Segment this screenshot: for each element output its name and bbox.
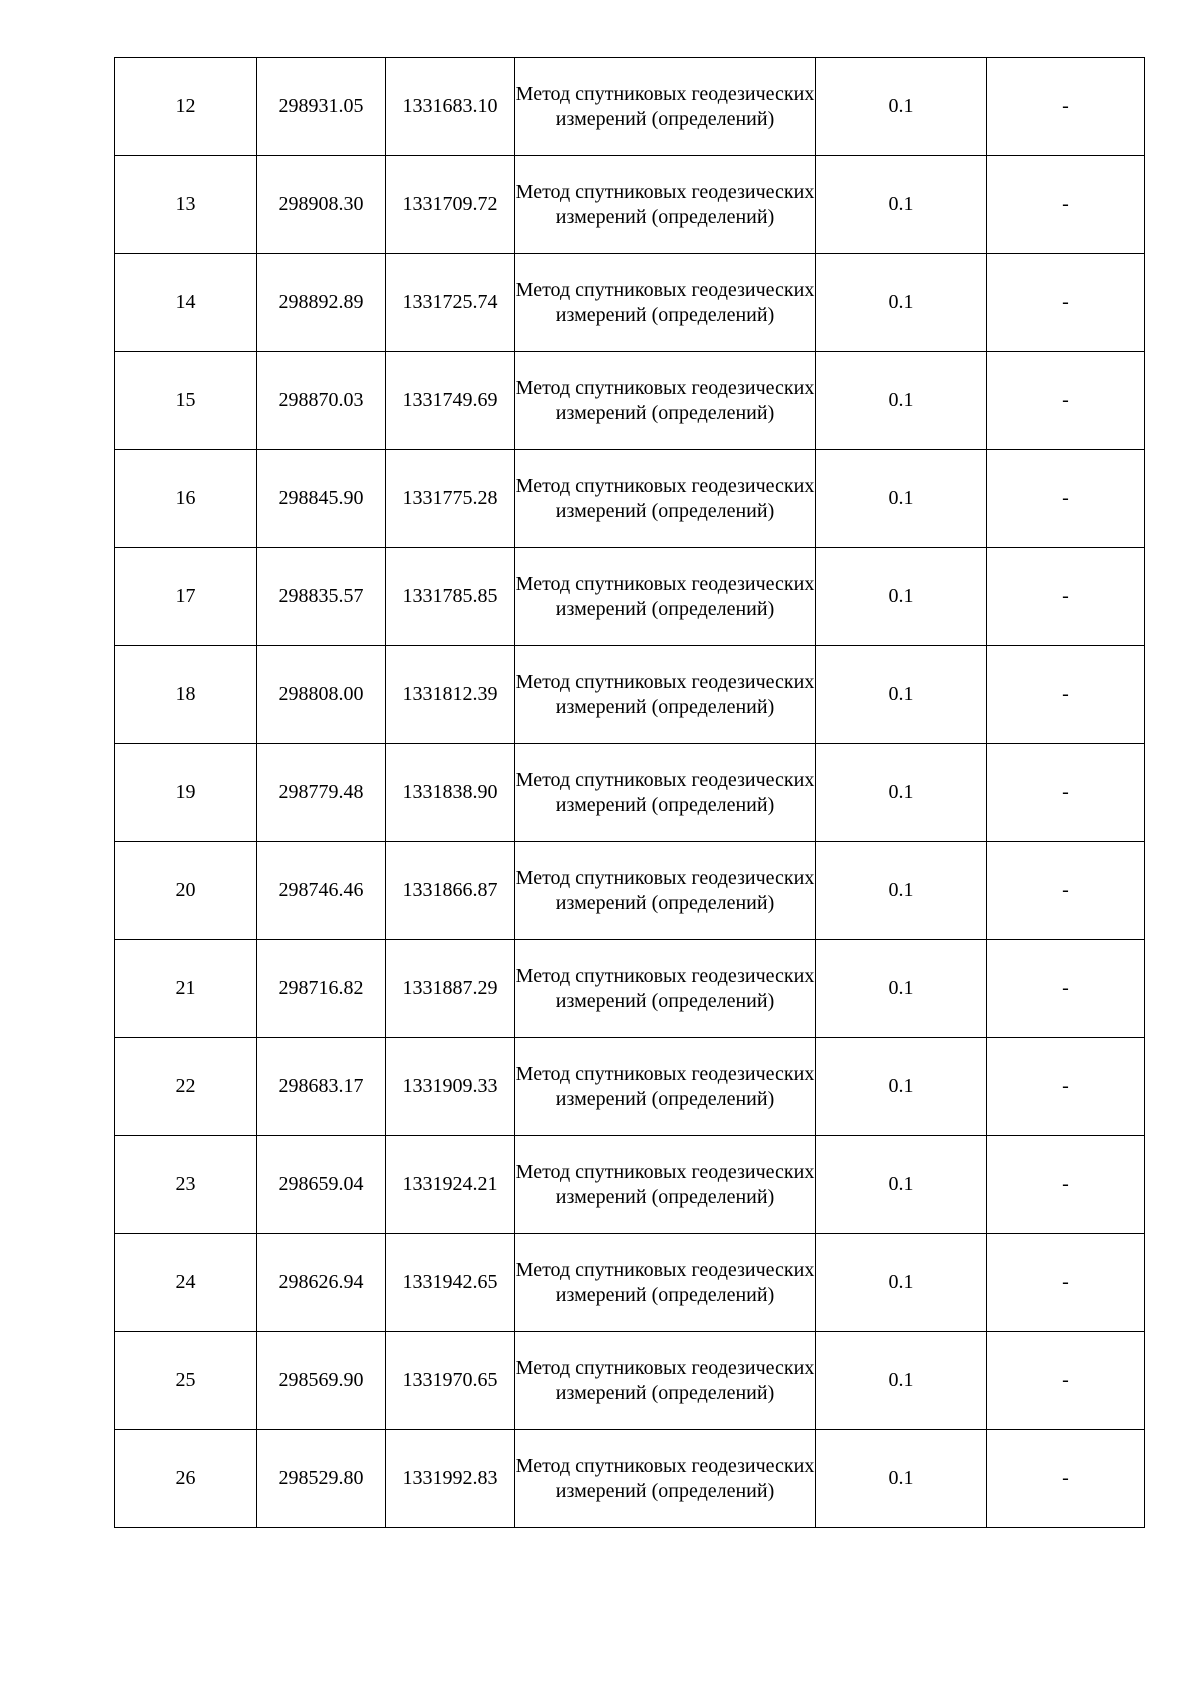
y-coordinate-cell: 1331970.65 bbox=[386, 1332, 515, 1430]
y-coordinate-cell: 1331725.74 bbox=[386, 254, 515, 352]
accuracy-cell: 0.1 bbox=[816, 1332, 987, 1430]
method-cell: Метод спутниковых геодезических измерений (определений) bbox=[515, 58, 816, 156]
y-coordinate-cell: 1331812.39 bbox=[386, 646, 515, 744]
method-cell: Метод спутниковых геодезических измерений (определений) bbox=[515, 254, 816, 352]
description-cell: - bbox=[987, 1430, 1145, 1528]
description-cell: - bbox=[987, 352, 1145, 450]
point-number-cell: 13 bbox=[115, 156, 257, 254]
x-coordinate-cell: 298892.89 bbox=[257, 254, 386, 352]
point-number-cell: 18 bbox=[115, 646, 257, 744]
x-coordinate-cell: 298808.00 bbox=[257, 646, 386, 744]
method-cell: Метод спутниковых геодезических измерений (определений) bbox=[515, 1332, 816, 1430]
table-row bbox=[115, 646, 1145, 744]
point-number-cell: 21 bbox=[115, 940, 257, 1038]
method-cell: Метод спутниковых геодезических измерений (определений) bbox=[515, 450, 816, 548]
table-row bbox=[115, 1430, 1145, 1528]
x-coordinate-cell: 298716.82 bbox=[257, 940, 386, 1038]
x-coordinate-cell: 298569.90 bbox=[257, 1332, 386, 1430]
point-number-cell: 15 bbox=[115, 352, 257, 450]
table-row bbox=[115, 1136, 1145, 1234]
method-cell: Метод спутниковых геодезических измерений (определений) bbox=[515, 940, 816, 1038]
accuracy-cell: 0.1 bbox=[816, 646, 987, 744]
table-row bbox=[115, 1038, 1145, 1136]
x-coordinate-cell: 298908.30 bbox=[257, 156, 386, 254]
x-coordinate-cell: 298626.94 bbox=[257, 1234, 386, 1332]
description-cell: - bbox=[987, 548, 1145, 646]
description-cell: - bbox=[987, 450, 1145, 548]
point-number-cell: 23 bbox=[115, 1136, 257, 1234]
method-cell: Метод спутниковых геодезических измерений (определений) bbox=[515, 1234, 816, 1332]
y-coordinate-cell: 1331775.28 bbox=[386, 450, 515, 548]
coordinates-table bbox=[114, 57, 1145, 1528]
y-coordinate-cell: 1331942.65 bbox=[386, 1234, 515, 1332]
table-row bbox=[115, 744, 1145, 842]
description-cell: - bbox=[987, 940, 1145, 1038]
description-cell: - bbox=[987, 744, 1145, 842]
description-cell: - bbox=[987, 1332, 1145, 1430]
description-cell: - bbox=[987, 254, 1145, 352]
accuracy-cell: 0.1 bbox=[816, 940, 987, 1038]
accuracy-cell: 0.1 bbox=[816, 352, 987, 450]
accuracy-cell: 0.1 bbox=[816, 842, 987, 940]
y-coordinate-cell: 1331909.33 bbox=[386, 1038, 515, 1136]
method-cell: Метод спутниковых геодезических измерений (определений) bbox=[515, 548, 816, 646]
x-coordinate-cell: 298779.48 bbox=[257, 744, 386, 842]
accuracy-cell: 0.1 bbox=[816, 1136, 987, 1234]
point-number-cell: 22 bbox=[115, 1038, 257, 1136]
y-coordinate-cell: 1331749.69 bbox=[386, 352, 515, 450]
description-cell: - bbox=[987, 156, 1145, 254]
table-row bbox=[115, 940, 1145, 1038]
x-coordinate-cell: 298659.04 bbox=[257, 1136, 386, 1234]
table-row bbox=[115, 842, 1145, 940]
y-coordinate-cell: 1331887.29 bbox=[386, 940, 515, 1038]
table-row bbox=[115, 1234, 1145, 1332]
x-coordinate-cell: 298683.17 bbox=[257, 1038, 386, 1136]
accuracy-cell: 0.1 bbox=[816, 1038, 987, 1136]
table-body bbox=[115, 58, 1145, 1528]
method-cell: Метод спутниковых геодезических измерений (определений) bbox=[515, 1430, 816, 1528]
point-number-cell: 20 bbox=[115, 842, 257, 940]
table-row bbox=[115, 450, 1145, 548]
method-cell: Метод спутниковых геодезических измерений (определений) bbox=[515, 1038, 816, 1136]
y-coordinate-cell: 1331683.10 bbox=[386, 58, 515, 156]
description-cell: - bbox=[987, 1038, 1145, 1136]
accuracy-cell: 0.1 bbox=[816, 58, 987, 156]
point-number-cell: 19 bbox=[115, 744, 257, 842]
y-coordinate-cell: 1331785.85 bbox=[386, 548, 515, 646]
x-coordinate-cell: 298870.03 bbox=[257, 352, 386, 450]
y-coordinate-cell: 1331866.87 bbox=[386, 842, 515, 940]
accuracy-cell: 0.1 bbox=[816, 156, 987, 254]
accuracy-cell: 0.1 bbox=[816, 254, 987, 352]
method-cell: Метод спутниковых геодезических измерений (определений) bbox=[515, 352, 816, 450]
accuracy-cell: 0.1 bbox=[816, 1430, 987, 1528]
table-row bbox=[115, 352, 1145, 450]
point-number-cell: 24 bbox=[115, 1234, 257, 1332]
table-row bbox=[115, 156, 1145, 254]
point-number-cell: 26 bbox=[115, 1430, 257, 1528]
y-coordinate-cell: 1331709.72 bbox=[386, 156, 515, 254]
accuracy-cell: 0.1 bbox=[816, 548, 987, 646]
y-coordinate-cell: 1331992.83 bbox=[386, 1430, 515, 1528]
point-number-cell: 12 bbox=[115, 58, 257, 156]
x-coordinate-cell: 298835.57 bbox=[257, 548, 386, 646]
method-cell: Метод спутниковых геодезических измерений (определений) bbox=[515, 842, 816, 940]
description-cell: - bbox=[987, 58, 1145, 156]
description-cell: - bbox=[987, 646, 1145, 744]
point-number-cell: 17 bbox=[115, 548, 257, 646]
table-row bbox=[115, 254, 1145, 352]
y-coordinate-cell: 1331924.21 bbox=[386, 1136, 515, 1234]
method-cell: Метод спутниковых геодезических измерений (определений) bbox=[515, 744, 816, 842]
y-coordinate-cell: 1331838.90 bbox=[386, 744, 515, 842]
accuracy-cell: 0.1 bbox=[816, 744, 987, 842]
x-coordinate-cell: 298529.80 bbox=[257, 1430, 386, 1528]
table-row bbox=[115, 1332, 1145, 1430]
description-cell: - bbox=[987, 1234, 1145, 1332]
x-coordinate-cell: 298746.46 bbox=[257, 842, 386, 940]
method-cell: Метод спутниковых геодезических измерений (определений) bbox=[515, 646, 816, 744]
table-row bbox=[115, 548, 1145, 646]
table-row bbox=[115, 58, 1145, 156]
method-cell: Метод спутниковых геодезических измерений (определений) bbox=[515, 156, 816, 254]
description-cell: - bbox=[987, 1136, 1145, 1234]
x-coordinate-cell: 298845.90 bbox=[257, 450, 386, 548]
accuracy-cell: 0.1 bbox=[816, 1234, 987, 1332]
method-cell: Метод спутниковых геодезических измерений (определений) bbox=[515, 1136, 816, 1234]
point-number-cell: 25 bbox=[115, 1332, 257, 1430]
description-cell: - bbox=[987, 842, 1145, 940]
accuracy-cell: 0.1 bbox=[816, 450, 987, 548]
point-number-cell: 16 bbox=[115, 450, 257, 548]
point-number-cell: 14 bbox=[115, 254, 257, 352]
x-coordinate-cell: 298931.05 bbox=[257, 58, 386, 156]
